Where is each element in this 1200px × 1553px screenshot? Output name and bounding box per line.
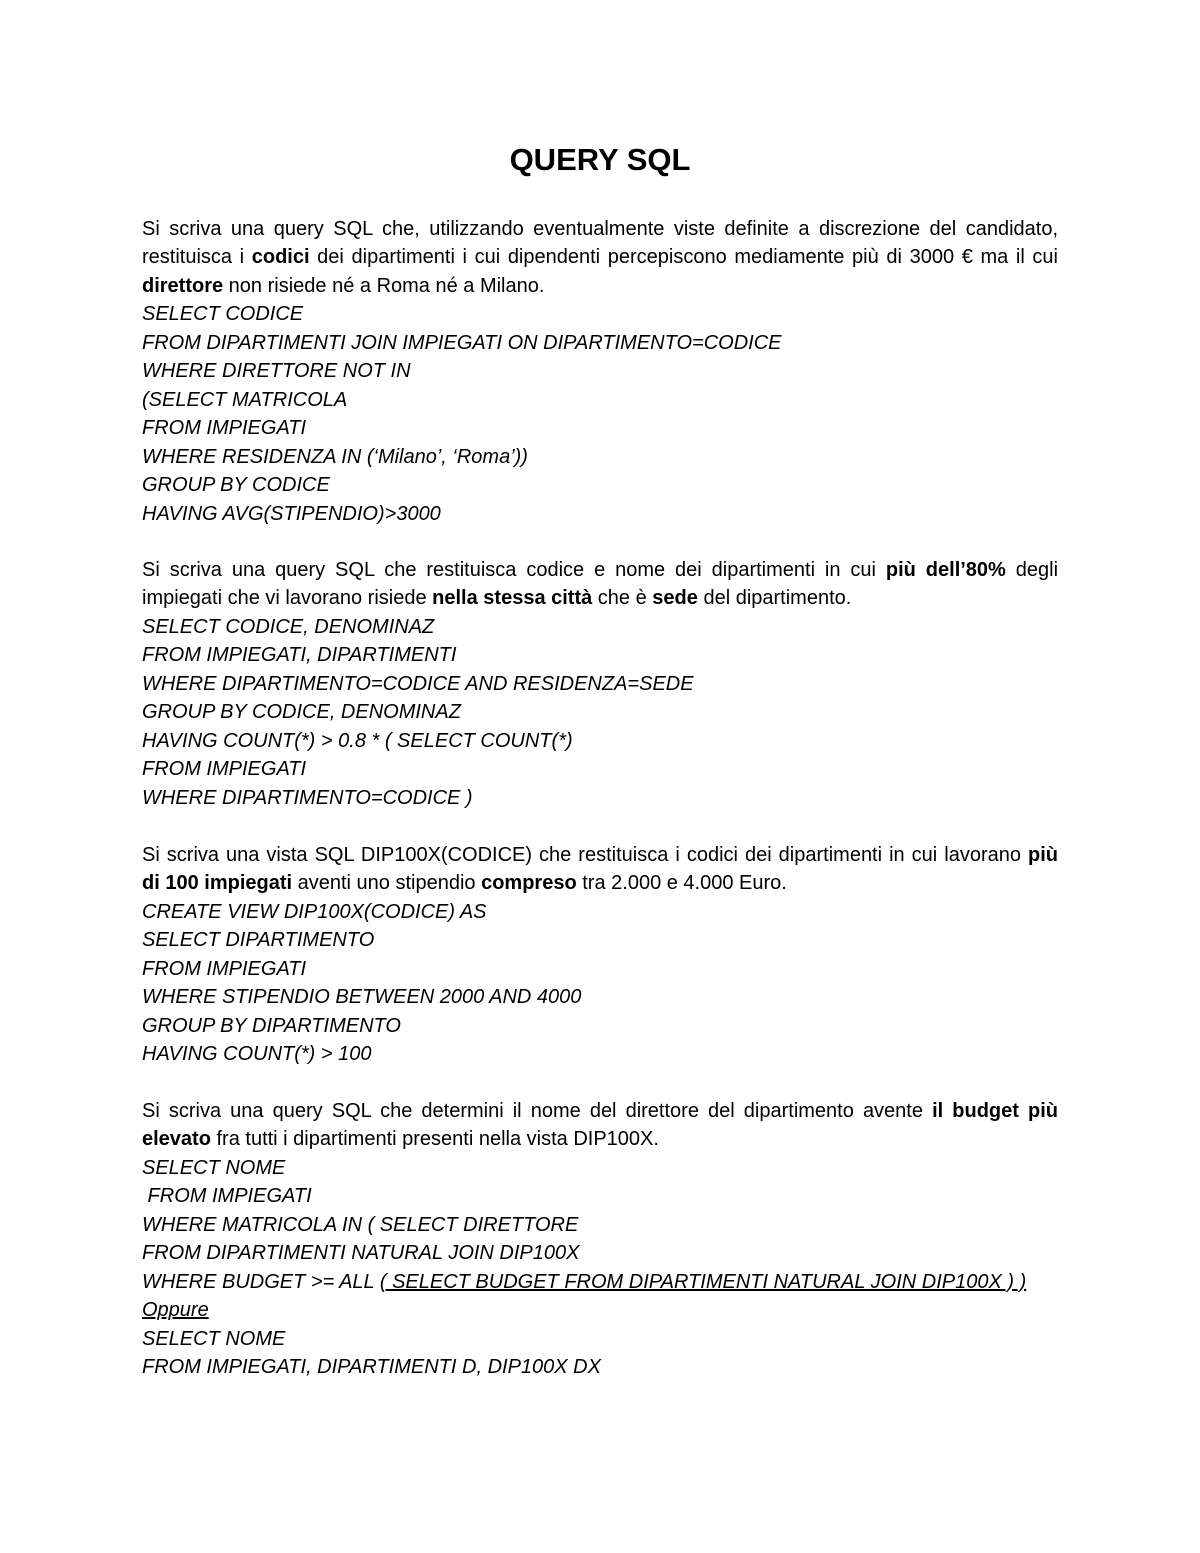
bold-text: più di 100 impiegati — [142, 844, 1058, 895]
code-line: WHERE DIRETTORE NOT IN — [142, 360, 411, 383]
code-line: FROM IMPIEGATI, DIPARTIMENTI D, DIP100X DX — [142, 1356, 601, 1379]
code-line: FROM IMPIEGATI — [142, 758, 307, 781]
question-3 — [142, 841, 1058, 1069]
code-line: FROM IMPIEGATI — [142, 957, 307, 980]
code-line: FROM IMPIEGATI, DIPARTIMENTI — [142, 644, 457, 667]
code-line: HAVING COUNT(*) > 0.8 * ( SELECT COUNT(*) — [142, 729, 573, 752]
page-title: QUERY SQL — [509, 142, 691, 177]
text-run: fra tutti i dipartimenti presenti nella vista DIP100X. — [210, 1128, 659, 1151]
code-line: WHERE DIPARTIMENTO=CODICE AND RESIDENZA=SEDE — [142, 672, 694, 695]
question-3-text — [142, 841, 1058, 898]
question-4 — [142, 1097, 1058, 1382]
oppure-label: Oppure — [142, 1299, 209, 1322]
bold-text: compreso — [481, 872, 577, 895]
code-line: SELECT CODICE, DENOMINAZ — [142, 615, 435, 638]
code-line: (SELECT MATRICOLA — [142, 388, 348, 411]
code-line: GROUP BY CODICE, DENOMINAZ — [142, 701, 461, 724]
text-run: tra 2.000 e 4.000 Euro. — [576, 872, 787, 895]
text-run: dei dipartimenti i cui dipendenti percepiscono mediamente più di 3000 € ma il cui — [309, 246, 1058, 269]
code-line: SELECT DIPARTIMENTO — [142, 929, 375, 952]
bold-text: direttore — [142, 274, 224, 297]
question-1 — [142, 215, 1058, 528]
question-2 — [142, 556, 1058, 812]
code-line: SELECT NOME — [142, 1327, 286, 1350]
text-run: degli impiegati che vi lavorano risiede — [142, 559, 1059, 610]
text-run: aventi uno stipendio — [292, 872, 482, 895]
code-line: HAVING AVG(STIPENDIO)>3000 — [142, 502, 441, 525]
bold-text: il budget più elevato — [142, 1100, 1058, 1151]
code-line: CREATE VIEW DIP100X(CODICE) AS — [142, 900, 487, 923]
text-run: Si scriva una vista SQL DIP100X(CODICE) che restituisca i codici dei dipartimenti in cui lavorano — [142, 844, 1028, 866]
bold-text: codici — [251, 246, 310, 269]
code-line: HAVING COUNT(*) > 100 — [142, 1043, 372, 1066]
text-run: Si scriva una query SQL che determini il nome del direttore del dipartimento avente — [142, 1100, 933, 1122]
code-line: WHERE STIPENDIO BETWEEN 2000 AND 4000 — [142, 986, 582, 1009]
text-run: che è — [592, 587, 653, 610]
code-line: WHERE DIPARTIMENTO=CODICE ) — [142, 786, 473, 809]
text-run: non risiede né a Roma né a Milano. — [223, 274, 545, 297]
code-line: GROUP BY DIPARTIMENTO — [142, 1014, 401, 1037]
code-line: SELECT CODICE — [142, 303, 304, 326]
bold-text: sede — [652, 587, 698, 610]
code-line: FROM IMPIEGATI — [142, 417, 307, 440]
code-line-where-budget — [142, 1268, 1058, 1296]
code-line: WHERE RESIDENZA IN (‘Milano’, ‘Roma’)) — [142, 445, 528, 468]
question-1-text — [142, 215, 1058, 300]
question-4-text — [142, 1097, 1058, 1154]
code-line: GROUP BY CODICE — [142, 474, 330, 497]
text-run: Si scriva una query SQL che, utilizzando eventualmente viste definite a discrezione del candidato, restituisca i — [142, 218, 1058, 269]
underlined-text: ( SELECT BUDGET FROM DIPARTIMENTI NATURAL JOIN DIP100X ) ) — [379, 1270, 1027, 1293]
bold-text: nella stessa città — [432, 587, 593, 610]
code-line: FROM IMPIEGATI — [142, 1185, 312, 1208]
code-line: FROM DIPARTIMENTI JOIN IMPIEGATI ON DIPARTIMENTO=CODICE — [142, 331, 782, 354]
code-line: SELECT NOME — [142, 1156, 286, 1179]
code-line: WHERE MATRICOLA IN ( SELECT DIRETTORE — [142, 1213, 579, 1236]
text-run: WHERE BUDGET >= ALL — [142, 1270, 380, 1293]
text-run: del dipartimento. — [697, 587, 852, 610]
question-2-text — [142, 556, 1058, 613]
bold-text: più dell’80% — [885, 559, 1006, 581]
text-run: Si scriva una query SQL che restituisca codice e nome dei dipartimenti in cui — [142, 559, 886, 581]
code-line: FROM DIPARTIMENTI NATURAL JOIN DIP100X — [142, 1242, 580, 1265]
